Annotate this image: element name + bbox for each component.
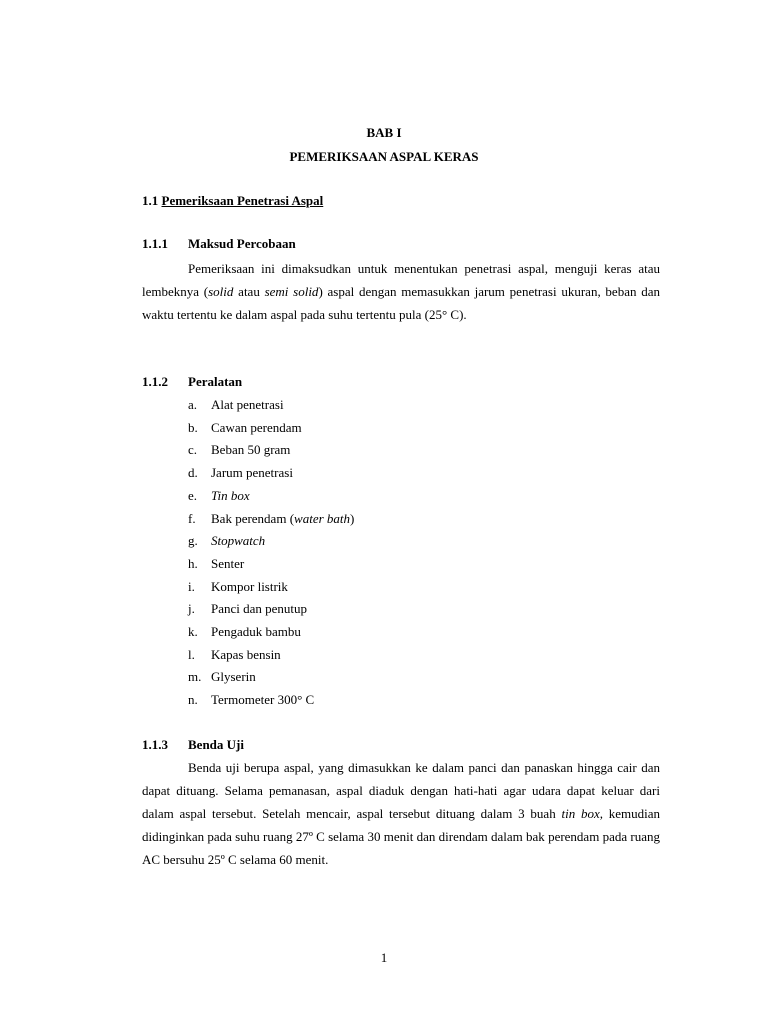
- list-item-letter: h.: [188, 555, 198, 571]
- list-item-letter: n.: [188, 692, 198, 708]
- list-item: Jarum penetrasi: [211, 465, 293, 481]
- list-item: Pengaduk bambu: [211, 624, 301, 639]
- subsection-number: 1.1.3: [142, 737, 168, 752]
- paragraph-benda-uji: Benda uji berupa aspal, yang dimasukkan ke dalam panci dan panaskan hingga cair dan dapat dituang. Selama pemanasan, aspal diaduk dengan hati-hati agar udara dapat keluar dari dalam aspal tersebut. Setelah mencair, aspal tersebut dituang dalam 3 buah tin box, kemudian didinginkan pada suhu ruang 27º C selama 30 menit dan direndam dalam bak perendam pada ruang AC bersuhu 25º C selama 60 menit.: [142, 760, 661, 867]
- subsection-number: 1.1.2: [142, 374, 168, 389]
- list-item: Kompor listrik: [211, 578, 288, 594]
- list-item-letter: k.: [188, 624, 198, 639]
- list-item-letter: l.: [188, 646, 195, 662]
- list-item-letter: f.: [188, 510, 196, 526]
- list-item-letter: j.: [188, 601, 195, 617]
- list-item: Tin box: [211, 487, 250, 503]
- list-item-letter: c.: [188, 442, 198, 458]
- list-item-letter: a.: [188, 397, 198, 412]
- list-item: Glyserin: [211, 669, 256, 685]
- chapter-label: BAB I: [366, 125, 402, 140]
- subsection-title: Peralatan: [188, 374, 243, 389]
- paragraph-maksud: Pemeriksaan ini dimaksudkan untuk menentukan penetrasi aspal, menguji keras atau lembeknya (solid atau semi solid) aspal dengan memasukkan jarum penetrasi ukuran, beban dan waktu tertentu ke dalam aspal pada suhu tertentu pula (25° C).: [142, 261, 660, 322]
- list-item-letter: d.: [188, 465, 198, 481]
- page-number: 1: [380, 950, 388, 965]
- subsection-title: Maksud Percobaan: [188, 236, 296, 251]
- list-item: Termometer 300° C: [211, 692, 315, 708]
- section-title: Pemeriksaan Penetrasi Aspal: [161, 193, 324, 208]
- subsection-number: 1.1.1: [142, 236, 168, 251]
- list-item: Beban 50 gram: [211, 442, 291, 458]
- list-item: Bak perendam (water bath): [211, 510, 355, 526]
- list-item-letter: m.: [188, 669, 202, 685]
- list-item-letter: b.: [188, 419, 198, 435]
- chapter-title: PEMERIKSAAN ASPAL KERAS: [289, 149, 479, 164]
- list-item: Panci dan penutup: [211, 601, 308, 617]
- list-item: Cawan perendam: [211, 419, 302, 435]
- list-item-letter: e.: [188, 487, 198, 503]
- list-item-letter: g.: [188, 533, 198, 549]
- section-heading: [142, 193, 323, 209]
- subsection-title: Benda Uji: [188, 737, 244, 752]
- list-item-letter: i.: [188, 578, 195, 594]
- list-item: Alat penetrasi: [211, 397, 284, 412]
- list-item: Kapas bensin: [211, 646, 281, 662]
- list-item: Stopwatch: [211, 533, 266, 549]
- list-item: Senter: [211, 555, 245, 571]
- section-number: 1.1: [142, 193, 159, 208]
